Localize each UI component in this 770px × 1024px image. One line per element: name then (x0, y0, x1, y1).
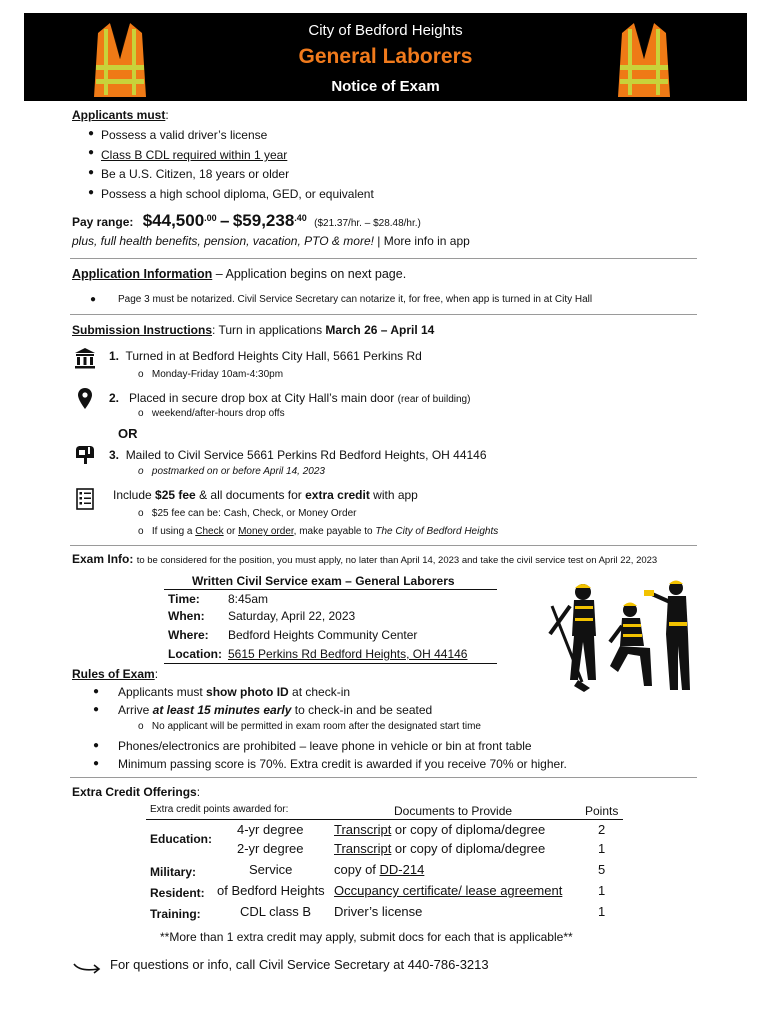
rule-item: Applicants must show photo ID at check-in (118, 685, 351, 699)
exam-venue: Bedford Heights Community Center (228, 628, 418, 642)
exam-where-label: Where: (168, 628, 209, 642)
credit-doc: Driver’s license (334, 904, 423, 919)
checklist-icon (76, 488, 94, 510)
exam-address[interactable]: 5615 Perkins Rd Bedford Heights, OH 44146 (228, 647, 468, 661)
credit-doc: copy of DD-214 (334, 862, 425, 877)
option-2-note: o weekend/after-hours drop offs (138, 408, 285, 419)
divider (70, 777, 697, 778)
exam-time-label: Time: (168, 592, 200, 606)
requirements-heading: Applicants must: (72, 108, 169, 122)
exam-info: Exam Info: to be considered for the position, you must apply, no later than April 14, 2023 and take the civil service test on April 22, 2023 (72, 552, 658, 566)
mailbox-icon (74, 444, 96, 464)
credit-category: Resident: (150, 886, 205, 900)
requirement-item: Possess a valid driver’s license (101, 128, 268, 142)
or-separator: OR (118, 426, 138, 441)
submission-option-2: 2. Placed in secure drop box at City Hall’s main door (rear of building) (109, 391, 471, 405)
credit-points: 1 (598, 904, 606, 919)
application-info: Application Information – Application begins on next page. (72, 267, 407, 281)
credit-category: Education: (150, 832, 212, 846)
location-pin-icon (78, 388, 92, 410)
rule-item: Phones/electronics are prohibited – leave phone in vehicle or bin at front table (118, 739, 532, 753)
divider (70, 314, 697, 315)
notary-note: Page 3 must be notarized. Civil Service Secretary can notarize it, for free, when app is turned in at City Hall (118, 294, 593, 305)
option-1-hours: o Monday-Friday 10am-4:30pm (138, 369, 284, 380)
pay-range: Pay range: $\$44,500^{.00}$ – $\$59,238^{.40}$ ($21.37/hr. – $28.48/hr.) (72, 211, 421, 230)
credit-doc: Transcript or copy of diploma/degree (334, 841, 546, 856)
submission-heading: Submission Instructions: Turn in applications March 26 – April 14 (72, 323, 435, 337)
credit-doc: Transcript or copy of diploma/degree (334, 822, 546, 837)
requirement-item: Be a U.S. Citizen, 18 years or older (101, 167, 290, 181)
credit-item: 2-yr degree (237, 841, 304, 856)
rule-item: Minimum passing score is 70%. Extra credit is awarded if you receive 70% or higher. (118, 757, 567, 771)
rule-item: Arrive at least 15 minutes early to check-in and be seated (118, 703, 433, 717)
fee-payable-note: o If using a Check or Money order, make payable to The City of Bedford Heights (138, 526, 499, 537)
exam-when-label: When: (168, 609, 205, 623)
exam-date: Saturday, April 22, 2023 (228, 609, 356, 623)
submission-option-1: 1. Turned in at Bedford Heights City Hall, 5661 Perkins Rd (109, 349, 422, 363)
requirement-item[interactable]: Class B CDL required within 1 year (101, 148, 288, 162)
exam-time: 8:45am (228, 592, 269, 606)
fee-instructions: Include $25 fee & all documents for extra credit with app (113, 488, 418, 502)
option-3-postmark: o postmarked on or before April 14, 2023 (138, 466, 325, 477)
page-subtitle: Notice of Exam (331, 78, 440, 95)
fee-payment-types: o $25 fee can be: Cash, Check, or Money Order (138, 508, 357, 519)
credit-category: Training: (150, 907, 201, 921)
credit-points: 1 (598, 883, 606, 898)
page-title: General Laborers (298, 45, 473, 68)
divider (70, 258, 697, 259)
extra-credit-note: **More than 1 extra credit may apply, submit docs for each that is applicable** (160, 930, 573, 944)
col-header-points: Points (585, 804, 619, 818)
city-name: City of Bedford Heights (308, 22, 463, 39)
col-header-documents: Documents to Provide (394, 804, 513, 818)
credit-points: 1 (598, 841, 606, 856)
credit-category: Military: (150, 865, 197, 879)
credit-points: 5 (598, 862, 606, 877)
arrow-right-icon (72, 960, 102, 974)
benefits-line: plus, full health benefits, pension, vacation, PTO & more! | More info in app (72, 234, 470, 248)
submission-option-3: 3. Mailed to Civil Service 5661 Perkins Rd Bedford Heights, OH 44146 (109, 448, 487, 462)
col-header-awarded: Extra credit points awarded for: (150, 804, 289, 815)
credit-item: CDL class B (240, 904, 312, 919)
credit-item: Service (249, 862, 293, 877)
exam-location-label: Location: (168, 647, 222, 661)
divider (70, 545, 697, 546)
city-hall-icon (74, 347, 96, 369)
credit-item: 4-yr degree (237, 822, 304, 837)
rules-heading: Rules of Exam: (72, 667, 159, 681)
credit-item: of Bedford Heights (217, 883, 325, 898)
extra-credit-heading: Extra Credit Offerings: (72, 785, 201, 799)
credit-points: 2 (598, 822, 606, 837)
safety-vest-icon (614, 19, 674, 99)
rule-subnote: o No applicant will be permitted in exam room after the designated start time (138, 721, 481, 732)
exam-box-title: Written Civil Service exam – General Laborers (192, 574, 455, 588)
construction-workers-illustration (548, 576, 706, 694)
contact-line: For questions or info, call Civil Service Secretary at 440-786-3213 (110, 957, 489, 972)
credit-doc: Occupancy certificate/ lease agreement (334, 883, 563, 898)
header-banner (24, 13, 747, 101)
requirement-item: Possess a high school diploma, GED, or equivalent (101, 187, 374, 201)
